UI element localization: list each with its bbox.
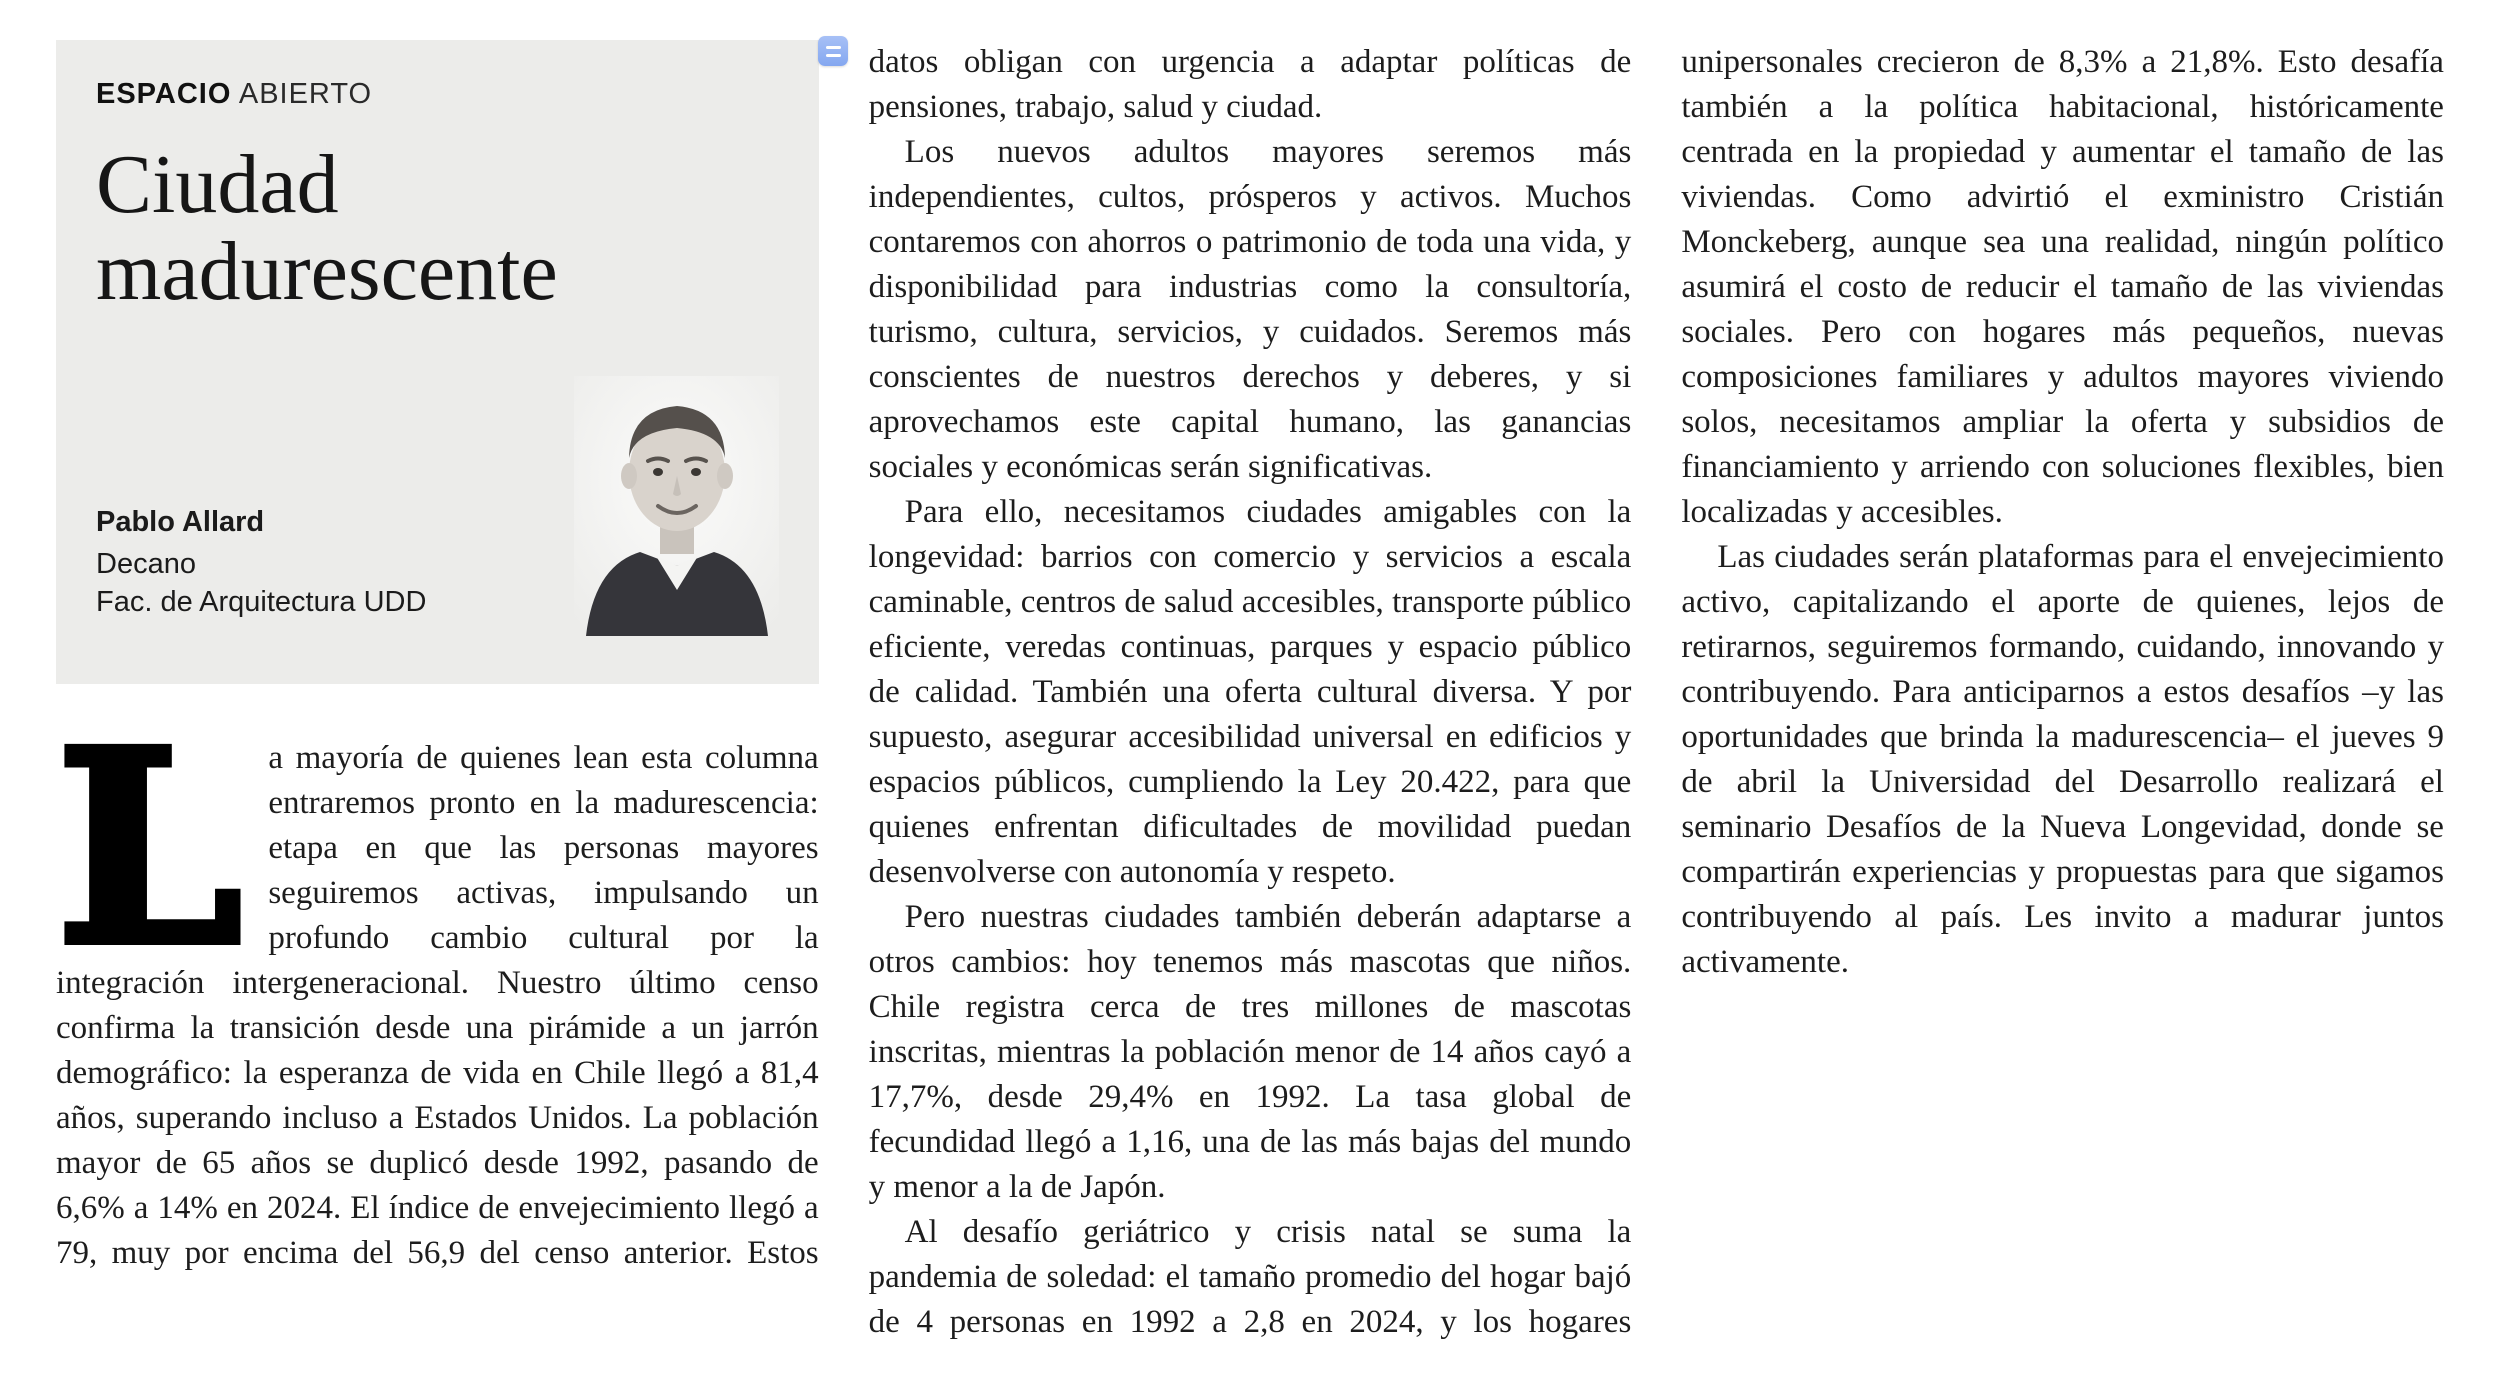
author-role: Decano xyxy=(96,548,196,581)
author-affiliation: Fac. de Arquitectura UDD xyxy=(96,586,427,619)
paragraph: Para ello, necesitamos ciudades amigables con la longevidad: barrios con comercio y servicios a escala caminable, centros de salud accesibles, transporte público eficiente, veredas continuas, parques y espacio público de calidad. También una oferta cultural diversa. Y por supuesto, asegurar accesibilidad universal en edificios y espacios públicos, cumpliendo la Ley 20.422, para que quienes enfrentan dificultades de movilidad puedan desenvolverse con autonomía y respeto. xyxy=(868,494,1632,890)
author-info xyxy=(96,503,426,636)
drop-cap: L xyxy=(56,692,243,1004)
paragraph: La mayoría de quienes lean esta columna entraremos pronto en la madurescencia: etapa en que las personas mayores seguiremos activas, impulsando un profundo cambio cultural por la integración intergeneracional. Nuestro último censo confirma la transición desde una pirámide a un jarrón demográfico: la esperanza de vida en Chile llegó a 81,4 años, superando incluso a Estados Unidos. La población mayor de 65 años se duplicó desde 1992, pasando de 6,6% a 14% en 2024. El índice de envejecimiento llegó a 79, muy por encima del 56,9 del censo anterior. Estos datos obligan con urgencia a adaptar políticas de pensiones, trabajo, salud y ciudad. xyxy=(56,44,1632,1271)
paragraph: Pero nuestras ciudades también deberán adaptarse a otros cambios: hoy tenemos más mascotas que niños. Chile registra cerca de tres millones de mascotas inscritas, mientras la población menor de 14 años cayó a 17,7%, desde 29,4% en 1992. La tasa global de fecundidad llegó a 1,16, una de las más bajas del mundo y menor a la de Japón. xyxy=(868,899,1632,1205)
translate-icon[interactable] xyxy=(818,36,848,66)
author-name: Pablo Allard xyxy=(96,505,265,538)
section-name-light: ABIERTO xyxy=(231,78,373,110)
headline: Ciudad madurescente xyxy=(96,138,558,319)
paragraph: Los nuevos adultos mayores seremos más independientes, cultos, prósperos y activos. Muchos contaremos con ahorros o patrimonio de toda una vida, y disponibilidad para industrias como la consultoría, turismo, cultura, servicios, y cuidados. Seremos más conscientes de nuestros derechos y deberes, y si aprovechamos este capital humano, las ganancias sociales y económicas serán significativas. xyxy=(868,134,1632,485)
section-name-bold: ESPACIO xyxy=(96,78,232,110)
section-kicker xyxy=(96,78,779,111)
menu-line-icon xyxy=(826,46,841,49)
paragraph: Al desafío geriátrico y crisis natal se suma la pandemia de soledad: el tamaño promedio del hogar bajó de 4 personas en 1992 a 2,8 en 2024, y los hogares unipersonales crecieron de 8,3% a 21,8%. Esto desafía también a la política habitacional, históricamente centrada en la propiedad y aumentar el tamaño de las viviendas. Como advirtió el exministro Cristián Monckeberg, aunque sea una realidad, ningún político asumirá el costo de reducir el tamaño de las viviendas sociales. Pero con hogares más pequeños, nuevas composiciones familiares y adultos mayores viviendo solos, necesitamos ampliar la oferta y subsidios de financiamiento y arriendo con soluciones flexibles, bien localizadas y accesibles. xyxy=(868,44,2444,1340)
author-block xyxy=(96,376,779,636)
author-photo xyxy=(574,376,779,636)
article-header xyxy=(56,40,819,684)
article-columns xyxy=(56,40,2444,1362)
menu-line-icon xyxy=(826,54,841,57)
paragraph: Las ciudades serán plataformas para el envejecimiento activo, capitalizando el aporte de quienes, lejos de retirarnos, seguiremos formando, cuidando, innovando y contribuyendo. Para anticiparnos a estos desafíos –y las oportunidades que brinda la madurescencia– el jueves 9 de abril la Universidad del Desarrollo realizará el seminario Desafíos de la Nueva Longevidad, donde se compartirán experiencias y propuestas para que sigamos contribuyendo al país. Les invito a madurar juntos activamente. xyxy=(1681,539,2444,980)
